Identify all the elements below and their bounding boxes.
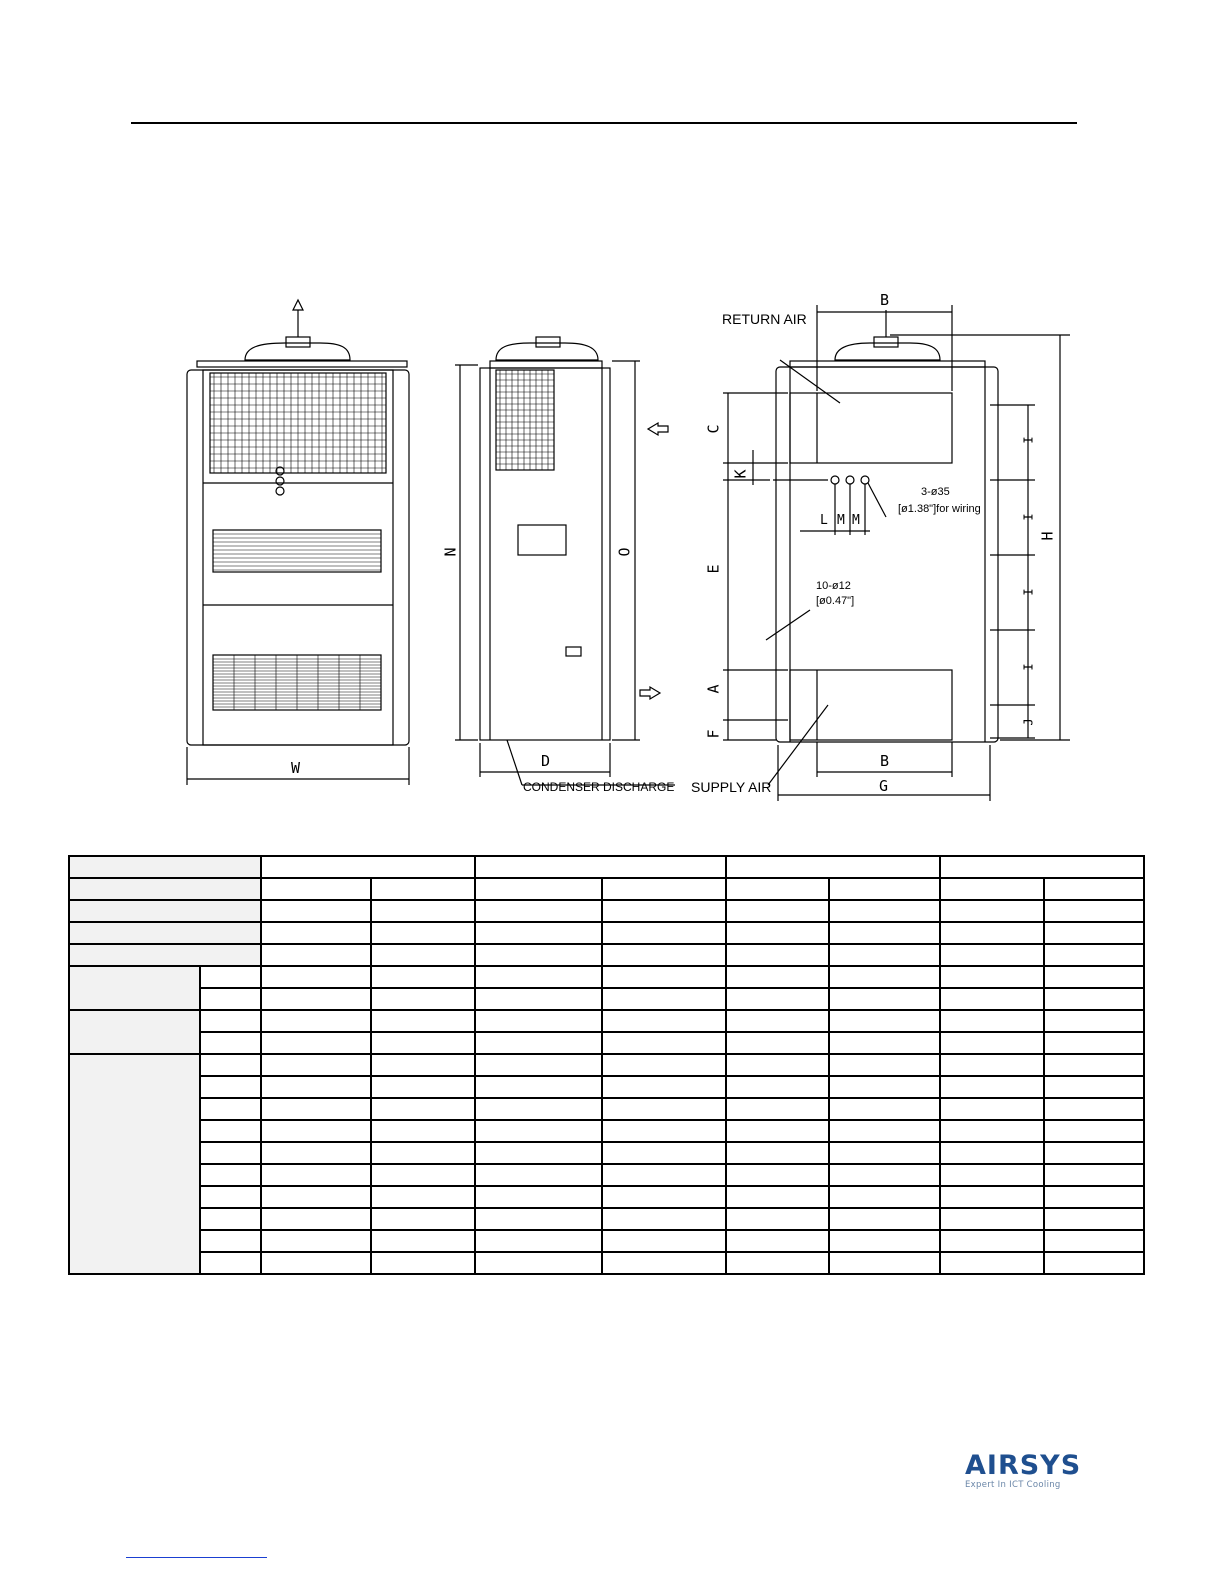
dim-a: A bbox=[704, 684, 723, 694]
table-row bbox=[69, 878, 1144, 900]
table-row bbox=[69, 966, 1144, 988]
dim-c: C bbox=[704, 424, 723, 434]
table-row bbox=[69, 1076, 1144, 1098]
table-row bbox=[69, 922, 1144, 944]
table-row bbox=[69, 1032, 1144, 1054]
table-row bbox=[69, 1010, 1144, 1032]
table-row bbox=[69, 1164, 1144, 1186]
dim-i-3: I bbox=[1021, 588, 1036, 596]
dim-w: W bbox=[291, 759, 301, 777]
dimension-drawing bbox=[170, 285, 1080, 805]
wiring-holes-in-label: [ø1.38"]for wiring bbox=[898, 503, 981, 515]
dim-b-bottom: B bbox=[880, 752, 890, 770]
dim-e: E bbox=[704, 564, 723, 574]
table-row bbox=[69, 856, 1144, 878]
table-row bbox=[69, 944, 1144, 966]
mount-holes-in-label: [ø0.47"] bbox=[816, 595, 855, 607]
dim-m1: M bbox=[837, 513, 845, 528]
mount-holes-label: 10-ø12 bbox=[816, 580, 851, 592]
dim-i-2: I bbox=[1021, 513, 1036, 521]
front-view bbox=[187, 300, 409, 785]
header-rule bbox=[131, 122, 1077, 124]
table-row bbox=[69, 1098, 1144, 1120]
side-view bbox=[455, 337, 675, 785]
table-row bbox=[69, 988, 1144, 1010]
airsys-logo bbox=[965, 1452, 1081, 1490]
dim-i-1: I bbox=[1021, 436, 1036, 444]
unit-outline-drawings bbox=[170, 285, 1080, 805]
dim-b-top: B bbox=[880, 291, 890, 309]
logo-tagline: Expert In ICT Cooling bbox=[965, 1480, 1061, 1490]
footer-link-underline[interactable] bbox=[126, 1557, 267, 1558]
table-row bbox=[69, 1054, 1144, 1076]
logo-name: AIRSYS bbox=[965, 1450, 1082, 1481]
dimension-spec-table bbox=[68, 855, 1145, 1275]
dim-l: L bbox=[820, 513, 828, 528]
dim-m2: M bbox=[852, 513, 860, 528]
wiring-holes-label: 3-ø35 bbox=[921, 486, 950, 498]
supply-air-label: SUPPLY AIR bbox=[691, 779, 772, 795]
dim-k: K bbox=[731, 469, 750, 479]
dim-j: J bbox=[1021, 718, 1036, 726]
dim-i-4: I bbox=[1021, 663, 1036, 671]
back-view bbox=[723, 305, 1070, 801]
table-row bbox=[69, 1142, 1144, 1164]
dim-g: G bbox=[879, 777, 889, 795]
dim-n: N bbox=[441, 547, 460, 557]
dim-f: F bbox=[704, 729, 723, 739]
table-row bbox=[69, 1230, 1144, 1252]
table-row bbox=[69, 900, 1144, 922]
table-row bbox=[69, 1252, 1144, 1274]
dim-d: D bbox=[541, 752, 551, 770]
condenser-discharge-label: CONDENSER DISCHARGE bbox=[523, 780, 675, 794]
table-row bbox=[69, 1120, 1144, 1142]
dim-h: H bbox=[1038, 531, 1057, 541]
dim-o: O bbox=[615, 547, 634, 557]
table-row bbox=[69, 1186, 1144, 1208]
return-air-label: RETURN AIR bbox=[722, 311, 807, 327]
table-row bbox=[69, 1208, 1144, 1230]
